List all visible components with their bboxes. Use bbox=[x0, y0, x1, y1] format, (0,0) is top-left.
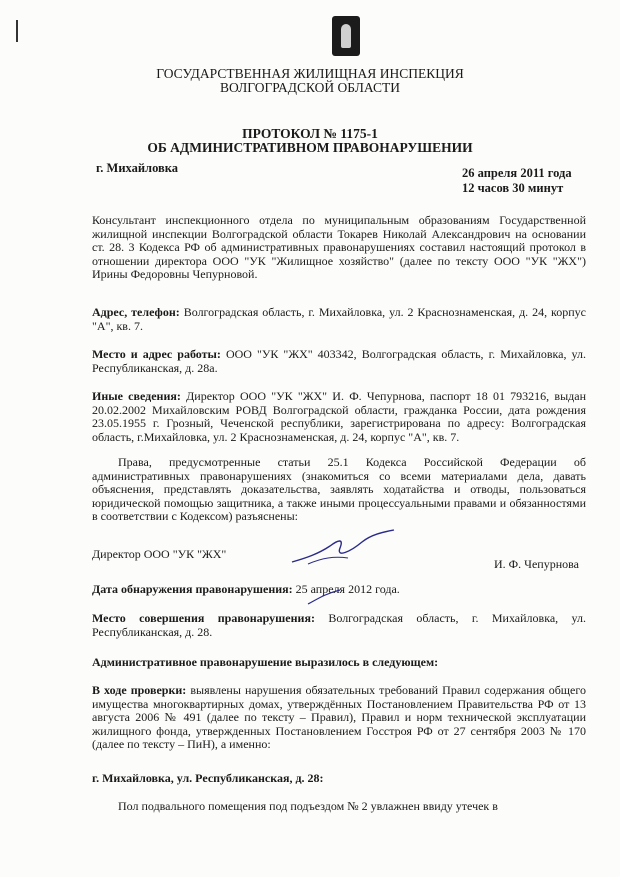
address-block bbox=[92, 306, 586, 333]
workplace-label: Место и адрес работы: bbox=[92, 347, 221, 361]
last-paragraph: Пол подвального помещения под подъездом № 2 увлажнен ввиду утечек в bbox=[118, 799, 498, 813]
header-line-2: ВОЛГОГРАДСКОЙ ОБЛАСТИ bbox=[220, 80, 400, 95]
handwritten-signature bbox=[288, 528, 398, 568]
discovery-value: 25 апреля 2012 года. bbox=[295, 582, 400, 596]
emblem-icon bbox=[332, 16, 360, 56]
workplace-block bbox=[92, 348, 586, 375]
margin-mark bbox=[16, 20, 18, 42]
pen-stroke bbox=[306, 588, 342, 606]
inspection-block bbox=[92, 684, 586, 752]
protocol-number: ПРОТОКОЛ № 1175-1 bbox=[242, 126, 378, 141]
other-info-label: Иные сведения: bbox=[92, 389, 181, 403]
place: г. Михайловка bbox=[96, 161, 179, 175]
header-line-1: ГОСУДАРСТВЕННАЯ ЖИЛИЩНАЯ ИНСПЕКЦИЯ bbox=[156, 66, 464, 81]
other-info-value: Директор ООО "УК "ЖХ" И. Ф. Чепурнова, паспорт 18 01 793216, выдан 20.02.2002 Михайловским РОВД Волгоградской области, гражданка России, дата рождения 23.05.1955 г. Грозный, Чеченской республики, зарегистрирована по адресу: Волгоградская область, г.Михайловка, ул. 2 Краснознаменская, д. 24, корпус "А", кв. 7. bbox=[92, 389, 586, 444]
violation-place-label: Место совершения правонарушения: bbox=[92, 611, 315, 625]
violation-place-block bbox=[92, 612, 586, 639]
signer-name: И. Ф. Чепурнова bbox=[494, 557, 579, 571]
discovery-label: Дата обнаружения правонарушения: bbox=[92, 582, 293, 596]
inspection-value: выявлены нарушения обязательных требований Правил содержания общего имущества многоквартирных домах, утверждённых Постановлением Правительства РФ от 13 августа 2006 № 491 (далее по тексту – Правил), Правил и норм технической эксплуатации жилищного фонда, утвержденных Постановлением Госстроя РФ от 27 сентября 2003 № 170 (далее по тексту – ПиН), а именно: bbox=[92, 683, 587, 752]
address-value: Волгоградская область, г. Михайловка, ул. 2 Краснознаменская, д. 24, корпус "А", кв. 7. bbox=[92, 305, 587, 333]
address-label: Адрес, телефон: bbox=[92, 305, 180, 319]
intro-paragraph: Консультант инспекционного отдела по муниципальным образованиям Государственной жилищной инспекции Волгоградской области Токарев Николай Александрович на основании ст. 28. 3 Кодекса РФ об административных правонарушениях составил настоящий протокол в отношении директора ООО "УК "Жилищное хозяйство" (далее по тексту ООО "УК "ЖХ") Ирины Федоровны Чепурновой. bbox=[92, 213, 586, 282]
address-heading: г. Михайловка, ул. Республиканская, д. 28: bbox=[92, 771, 324, 785]
violation-place-value: Волгоградская область, г. Михайловка, ул. Республиканская, д. 28. bbox=[92, 611, 587, 639]
rights-paragraph: Права, предусмотренные статьи 25.1 Кодекса Российской Федерации об административных правонарушениях (знакомиться со всеми материалами дела, давать объяснения, представлять доказательства, заявлять ходатайства и отводы, пользоваться юридической помощью защитника, а также иными процессуальными правами и обязанностями в соответствии с Кодексом) разъяснены: bbox=[92, 455, 586, 524]
workplace-value: ООО "УК "ЖХ" 403342, Волгоградская область, г. Михайловка, ул. Республиканская, д. 28а. bbox=[92, 347, 587, 375]
time: 12 часов 30 минут bbox=[462, 181, 564, 195]
date: 26 апреля 2011 года bbox=[462, 166, 572, 180]
inspection-label: В ходе проверки: bbox=[92, 683, 187, 697]
signer-position: Директор ООО "УК "ЖХ" bbox=[92, 547, 227, 561]
protocol-title: ОБ АДМИНИСТРАТИВНОМ ПРАВОНАРУШЕНИИ bbox=[147, 140, 473, 155]
other-info-block bbox=[92, 390, 586, 444]
expressed-heading: Административное правонарушение выразилось в следующем: bbox=[92, 655, 439, 669]
